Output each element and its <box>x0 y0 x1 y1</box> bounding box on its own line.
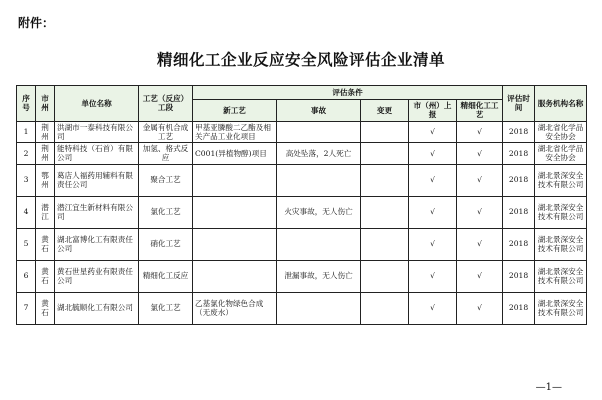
header-unit: 单位名称 <box>55 86 139 122</box>
cell-accident <box>277 292 361 324</box>
cell-process: 金属有机合成工艺 <box>139 121 193 143</box>
cell-new-process: 甲基亚膦酸二乙酯及相关产品工业化项目 <box>193 121 277 143</box>
cell-fine-chem: √ <box>457 164 503 196</box>
cell-change <box>361 260 409 292</box>
cell-change <box>361 196 409 228</box>
cell-unit: 湖北富博化工有限责任公司 <box>55 228 139 260</box>
cell-unit: 湖北毓顺化工有限公司 <box>55 292 139 324</box>
header-process: 工艺（反应）工段 <box>139 86 193 122</box>
cell-eval-time: 2018 <box>503 196 535 228</box>
cell-seq: 5 <box>17 228 36 260</box>
cell-new-process <box>193 196 277 228</box>
cell-city: 黄石 <box>36 228 55 260</box>
cell-fine-chem: √ <box>457 196 503 228</box>
cell-service-org: 湖北省化学品安全协会 <box>535 143 587 165</box>
table-row <box>17 292 587 324</box>
cell-fine-chem: √ <box>457 292 503 324</box>
cell-change <box>361 143 409 165</box>
cell-seq: 3 <box>17 164 36 196</box>
header-new-process: 新工艺 <box>193 100 277 122</box>
cell-eval-time: 2018 <box>503 292 535 324</box>
cell-new-process <box>193 164 277 196</box>
cell-fine-chem: √ <box>457 260 503 292</box>
cell-eval-time: 2018 <box>503 260 535 292</box>
cell-service-org: 湖北景深安全技术有限公司 <box>535 260 587 292</box>
cell-accident <box>277 228 361 260</box>
cell-eval-time: 2018 <box>503 121 535 143</box>
enterprise-list-table <box>16 85 587 325</box>
cell-new-process <box>193 260 277 292</box>
cell-process: 硝化工艺 <box>139 228 193 260</box>
header-accident: 事故 <box>277 100 361 122</box>
cell-city-report: √ <box>409 164 457 196</box>
cell-accident <box>277 164 361 196</box>
cell-city-report: √ <box>409 143 457 165</box>
cell-unit: 能特科技（石首）有限公司 <box>55 143 139 165</box>
cell-city: 黄石 <box>36 260 55 292</box>
cell-accident <box>277 121 361 143</box>
cell-fine-chem: √ <box>457 143 503 165</box>
cell-city-report: √ <box>409 260 457 292</box>
document-title: 精细化工企业反应安全风险评估企业清单 <box>156 51 445 69</box>
cell-change <box>361 121 409 143</box>
cell-service-org: 湖北景深安全技术有限公司 <box>535 292 587 324</box>
cell-process: 聚合工艺 <box>139 164 193 196</box>
header-service-org: 服务机构名称 <box>535 86 587 122</box>
cell-service-org: 湖北景深安全技术有限公司 <box>535 196 587 228</box>
cell-service-org: 湖北省化学品安全协会 <box>535 121 587 143</box>
table-row <box>17 260 587 292</box>
cell-unit: 洪湖市一泰科技有限公司 <box>55 121 139 143</box>
cell-city: 黄石 <box>36 292 55 324</box>
table-row <box>17 143 587 165</box>
header-fine-chem: 精细化工工艺 <box>457 100 503 122</box>
cell-unit: 潜江宜生新材料有限公司 <box>55 196 139 228</box>
cell-accident: 高处坠落，2人死亡 <box>277 143 361 165</box>
cell-process: 氯化工艺 <box>139 196 193 228</box>
cell-city: 鄂州 <box>36 164 55 196</box>
cell-process: 加氢、格式反应 <box>139 143 193 165</box>
cell-change <box>361 164 409 196</box>
cell-city-report: √ <box>409 196 457 228</box>
cell-accident: 泄漏事故，无人伤亡 <box>277 260 361 292</box>
cell-city: 荆州 <box>36 121 55 143</box>
header-eval-time: 评估时间 <box>503 86 535 122</box>
cell-accident: 火灾事故，无人伤亡 <box>277 196 361 228</box>
cell-city-report: √ <box>409 121 457 143</box>
cell-city-report: √ <box>409 292 457 324</box>
cell-new-process: C001(异植物醇)项目 <box>193 143 277 165</box>
header-city: 市州 <box>36 86 55 122</box>
cell-eval-time: 2018 <box>503 143 535 165</box>
header-seq: 序号 <box>17 86 36 122</box>
cell-service-org: 湖北景深安全技术有限公司 <box>535 228 587 260</box>
cell-service-org: 湖北景深安全技术有限公司 <box>535 164 587 196</box>
cell-eval-time: 2018 <box>503 164 535 196</box>
cell-seq: 4 <box>17 196 36 228</box>
cell-city-report: √ <box>409 228 457 260</box>
table-row <box>17 164 587 196</box>
cell-seq: 2 <box>17 143 36 165</box>
table-row <box>17 228 587 260</box>
cell-change <box>361 228 409 260</box>
cell-unit: 葛店人福药用辅料有限责任公司 <box>55 164 139 196</box>
cell-new-process <box>193 228 277 260</box>
table-row <box>17 196 587 228</box>
cell-seq: 1 <box>17 121 36 143</box>
page-number: —1— <box>535 382 562 393</box>
cell-new-process: 乙基氯化物绿色合成（无废水） <box>193 292 277 324</box>
cell-city: 荆州 <box>36 143 55 165</box>
cell-eval-time: 2018 <box>503 228 535 260</box>
cell-fine-chem: √ <box>457 121 503 143</box>
table-row <box>17 121 587 143</box>
cell-seq: 7 <box>17 292 36 324</box>
attachment-label: 附件： <box>18 16 55 30</box>
header-change: 变更 <box>361 100 409 122</box>
header-conditions: 评估条件 <box>193 86 503 100</box>
cell-process: 氯化工艺 <box>139 292 193 324</box>
cell-change <box>361 292 409 324</box>
cell-process: 精细化工反应 <box>139 260 193 292</box>
cell-fine-chem: √ <box>457 228 503 260</box>
header-city-report: 市（州）上报 <box>409 100 457 122</box>
cell-city: 潜江 <box>36 196 55 228</box>
cell-unit: 黄石世星药业有限责任公司 <box>55 260 139 292</box>
cell-seq: 6 <box>17 260 36 292</box>
